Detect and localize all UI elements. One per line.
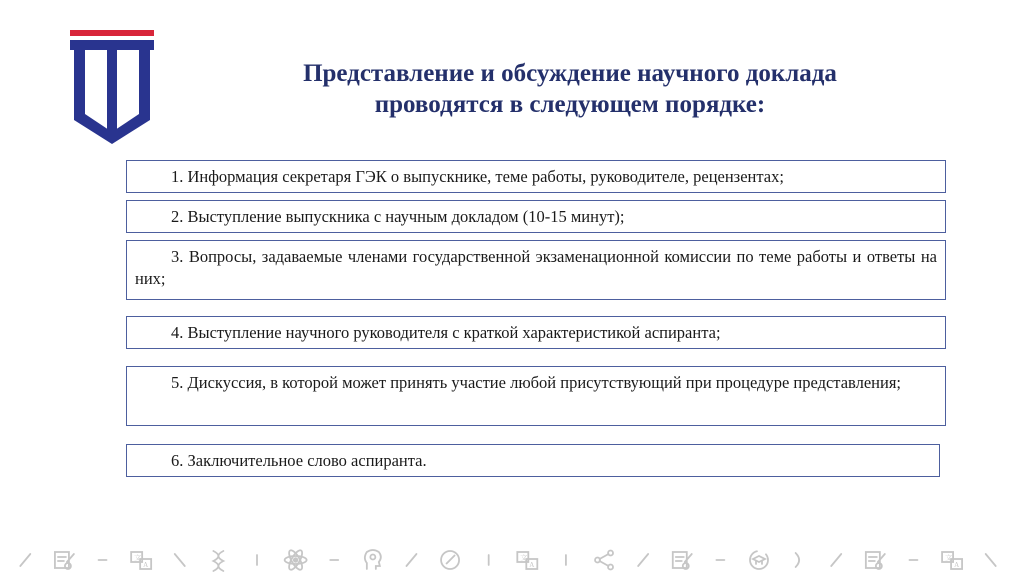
svg-text:文: 文 xyxy=(134,554,142,562)
slash-divider-icon xyxy=(831,554,841,566)
step-1-text: 1. Информация секретаря ГЭК о выпускнике, теме работы, руководителе, рецензентах; xyxy=(171,167,784,186)
certificate-icon xyxy=(866,552,885,569)
step-4-box xyxy=(126,316,946,349)
backslash-divider-icon xyxy=(175,554,185,566)
svg-text:文: 文 xyxy=(520,554,528,562)
slash-divider-icon xyxy=(20,554,30,566)
paren-divider-icon xyxy=(796,553,800,567)
atom-icon xyxy=(285,548,307,571)
footer-icon-strip xyxy=(0,540,1024,576)
translate-icon xyxy=(942,552,962,569)
certificate-icon xyxy=(55,552,74,569)
page-title xyxy=(200,58,940,120)
dna-icon xyxy=(213,551,223,571)
university-logo-icon xyxy=(68,28,156,144)
svg-text:A: A xyxy=(954,561,960,569)
step-1-box xyxy=(126,160,946,193)
step-5-box xyxy=(126,366,946,426)
svg-text:A: A xyxy=(143,561,149,569)
compass-icon xyxy=(441,551,459,569)
certificate-icon xyxy=(673,552,692,569)
title-line-2: проводятся в следующем порядке: xyxy=(374,91,766,118)
step-4-text: 4. Выступление научного руководителя с краткой характеристикой аспиранта; xyxy=(171,323,721,342)
step-5-text: 5. Дискуссия, в которой может принять участие любой присутствующий при процедуре представления; xyxy=(171,373,901,392)
slash-divider-icon xyxy=(638,554,648,566)
share-icon xyxy=(595,551,613,570)
step-3-text: 3. Вопросы, задаваемые членами государственной экзаменационной комиссии по теме работы и ответы на них; xyxy=(135,247,937,288)
graduation-icon xyxy=(750,551,768,569)
svg-text:文: 文 xyxy=(945,554,953,562)
slash-divider-icon xyxy=(406,554,416,566)
title-line-1: Представление и обсуждение научного доклада xyxy=(303,60,837,87)
step-6-text: 6. Заключительное слово аспиранта. xyxy=(171,451,427,470)
backslash-divider-icon xyxy=(986,554,996,566)
step-2-box xyxy=(126,200,946,233)
translate-icon xyxy=(517,552,537,569)
svg-text:A: A xyxy=(529,561,535,569)
translate-icon xyxy=(131,552,151,569)
brain-head-icon xyxy=(365,550,381,569)
step-2-text: 2. Выступление выпускника с научным докладом (10-15 минут); xyxy=(171,207,625,226)
step-3-box xyxy=(126,240,946,300)
step-6-box xyxy=(126,444,940,477)
